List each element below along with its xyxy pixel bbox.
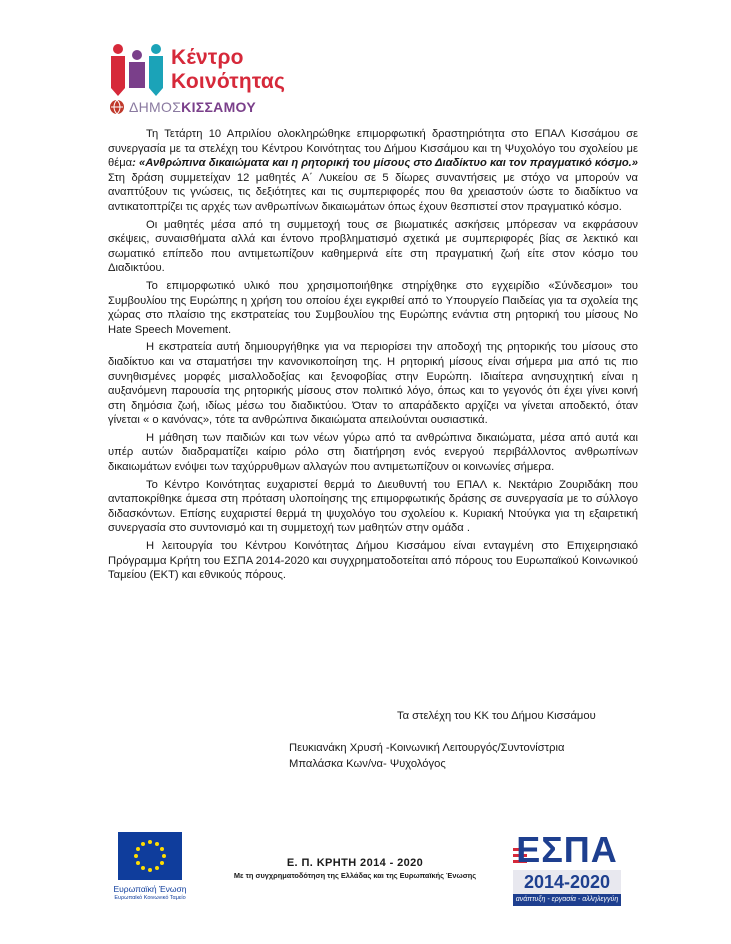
- eu-fund: Ευρωπαϊκό Κοινωνικό Ταμείο: [114, 895, 186, 901]
- program-title: Ε. Π. ΚΡΗΤΗ 2014 - 2020: [286, 857, 424, 869]
- eu-logo: [110, 832, 190, 904]
- municipality-name: ΚΙΣΣΑΜΟΥ: [181, 99, 256, 115]
- community-people-icon: [107, 42, 167, 98]
- theme-title: : «Ανθρώπινα δικαιώματα και η ρητορική του μίσους στο Διαδίκτυο και τον πραγματικό κόσμο.»: [132, 157, 638, 170]
- espa-word: ΕΣΠΑ: [516, 829, 618, 870]
- espa-logo: [513, 830, 621, 908]
- paragraph-2: Οι μαθητές μέσα από τη συμμετοχή τους σε βιωματικές ασκήσεις μπόρεσαν να εκφράσουν σκέψεις, συναισθήματα αλλά και έντονο προβληματισμό σχετικά με συμπεριφορές βίας σε λεκτικό και σωματικό επίπεδο που αντιμετωπίζουν καθημερινά είτε στη πραγματική ζωή είτε στον κόσμο του Διαδικτύου.: [108, 218, 638, 275]
- espa-tagline: ανάπτυξη - εργασία - αλληλεγγύη: [513, 894, 621, 906]
- paragraph-7: Η λειτουργία του Κέντρου Κοινότητας Δήμου Κισσάμου είναι ενταγμένη στο Επιχειρησιακό Πρόγραμμα Κρήτη του ΕΣΠΑ 2014-2020 και συγχρηματοδοτείται από πόρους του Ευρωπαϊκού Κοινωνικού Ταμείου (ΕΚΤ) και εθνικούς πόρους.: [108, 540, 638, 582]
- municipality-label: [109, 98, 299, 116]
- paragraph-3: Το επιμορφωτικό υλικό που χρησιμοποιήθηκε στηρίχθηκε στο εγχειρίδιο «Σύνδεσμοι» του Συμβουλίου της Ευρώπης η χρήση του οποίου έχει εγκριθεί από το Υπουργείο Παιδείας για τα σχολεία της χώρας στο πλαίσιο της εκστρατείας του Συμβουλίου της Ευρώπης ενάντια στη ρητορική του μίσους No Hate Speech Movement.: [108, 279, 638, 336]
- signature-team: Τα στελέχη του ΚΚ του Δήμου Κισσάμου: [397, 710, 596, 722]
- eu-name: Ευρωπαϊκή Ένωση: [113, 884, 187, 894]
- program-subtitle: Με τη συγχρηματοδότηση της Ελλάδας και της Ευρωπαϊκής Ένωσης: [233, 871, 477, 880]
- globe-icon: [109, 99, 125, 115]
- municipality-prefix: ΔΗΜΟΣ: [129, 99, 182, 115]
- logo-title-line1: Κέντρο: [171, 46, 244, 69]
- signature-person-1: Πευκιανάκη Χρυσή -Κοινωνική Λειτουργός/Συντονίστρια: [289, 742, 565, 754]
- eu-flag-icon: [118, 832, 182, 880]
- paragraph-6: Το Κέντρο Κοινότητας ευχαριστεί θερμά το Διευθυντή του ΕΠΑΛ κ. Νεκτάριο Ζουριδάκη που ανταποκρίθηκε άμεσα στη πρόταση υλοποίησης της επιμορφωτικής δράσης σε συνεργασία με το σύλλογο διδασκόντων. Επίσης ευχαριστεί θερμά τη ψυχολόγο του σχολείου κ. Κυριακή Ντούγκα για τη εξαιρετική συνεργασία στο συντονισμό και τη συμμετοχή των μαθητών στην ομάδα .: [108, 478, 638, 535]
- program-credit: [215, 856, 495, 881]
- paragraph-4: Η εκστρατεία αυτή δημιουργήθηκε για να περιορίσει την αποδοχή της ρητορικής του μίσους στο διαδίκτυο και να σταματήσει την κανονικοποίηση της. Η ρητορική μίσους είναι σήμερα μια από τις πιο συνηθισμένες μορφές μισαλλοδοξίας και ξενοφοβίας στην Ευρώπη. Ιδιαίτερα ανησυχητική είναι η αυξανόμενη παρουσία της ρητορικής μίσους στον πολιτικό λόγο, όπως και το γεγονός ότι έχει γίνει κοινή στη δημόσια ζωή, ιδίως μέσω του διαδικτύου. Όταν το απαράδεκτο αρχίζει να γίνεται αποδεκτό, όταν γίνεται « ο κανόνας», τότε τα ανθρώπινα δικαιώματα απειλούνται ουσιαστικά.: [108, 341, 638, 427]
- logo-title-line2: Κοινότητας: [171, 70, 286, 93]
- espa-years: 2014-2020: [513, 870, 621, 894]
- community-center-logo: [107, 40, 297, 116]
- signature-person-2: Μπαλάσκα Κων/να- Ψυχολόγος: [289, 758, 446, 770]
- paragraph-intro: Τη Τετάρτη 10 Απριλίου ολοκληρώθηκε επιμορφωτική δραστηριότητα στο ΕΠΑΛ Κισσάμου σε συνεργασία με τα στελέχη του Κέντρου Κοινότητας του Δήμου Κισσάμου και τη Ψυχολόγο του σχολείου με θέμα: «Ανθρώπινα δικαιώματα και η ρητορική του μίσους στο Διαδίκτυο και τον πραγματικό κόσμο.» Στη δράση συμμετείχαν 12 μαθητές Α΄ Λυκείου σε 5 δίωρες συναντήσεις με στόχο να μπορούν να αναπτύξουν τις γνώσεις, τις δεξιότητες και τις συμπεριφορές που θα χρειαστούν ώστε το διαδίκτυο να αντικατοπτρίζει τις αρχές των ανθρωπίνων δικαιωμάτων όπως έχουν θεσπιστεί στον πραγματικό κόσμο.: [108, 128, 638, 213]
- paragraph-5: Η μάθηση των παιδιών και των νέων γύρω από τα ανθρώπινα δικαιώματα, μέσα από αυτά και υπέρ αυτών διαδραματίζει καίριο ρόλο στη διατήρηση ενός ενεργού περιβάλλοντος ανθρωπίνων δικαιωμάτων ενόψει των ταχύρρυθμων αλλαγών που αντιμετωπίζουν οι κοινωνίες σήμερα.: [108, 431, 638, 474]
- article-body: [108, 127, 638, 586]
